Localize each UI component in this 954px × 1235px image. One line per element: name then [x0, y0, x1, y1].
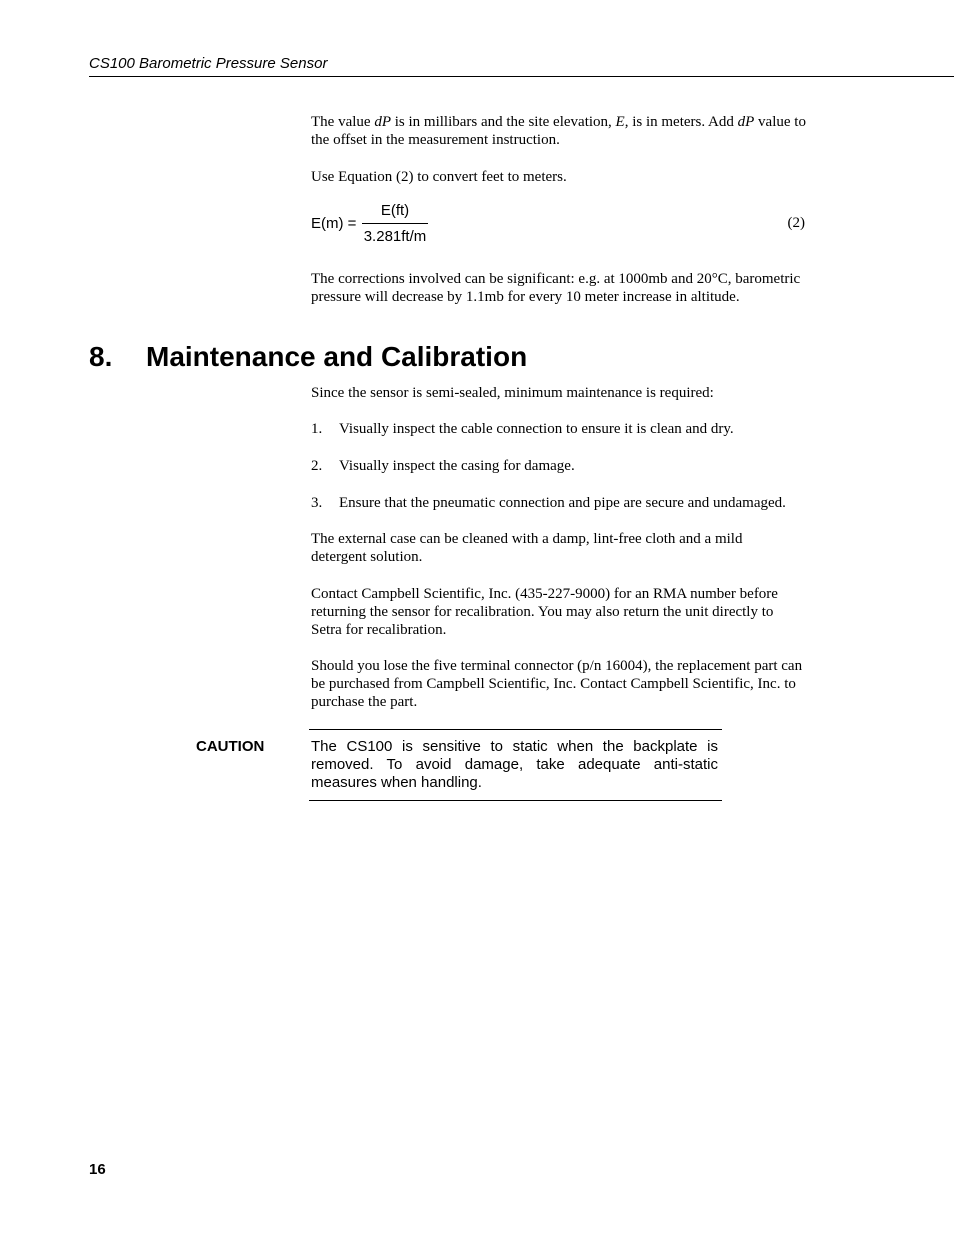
dp-term: dP — [374, 114, 391, 130]
list-item-text: Visually inspect the cable connection to ensure it is clean and dry. — [339, 421, 734, 437]
caution-label: CAUTION — [196, 738, 265, 755]
equation-fraction — [362, 201, 428, 246]
list-item-text: Visually inspect the casing for damage. — [339, 458, 575, 474]
equation-lhs: E(m) = — [311, 215, 357, 232]
section-number: 8. — [89, 341, 113, 372]
equation-2 — [311, 201, 805, 249]
paragraph-connector: Should you lose the five terminal connector (p/n 16004), the replacement part can be purchased from Campbell Scientific, Inc. Contact Campbell Scientific, Inc. to purchase the part. — [311, 658, 803, 710]
caution-box — [309, 729, 722, 801]
paragraph-contact: Contact Campbell Scientific, Inc. (435-227-9000) for an RMA number before returning the sensor for recalibration. You may also return the unit directly to Setra for recalibration. — [311, 586, 778, 638]
equation-number: (2) — [787, 215, 805, 231]
list-item-number: 2. — [311, 458, 323, 474]
list-item-number: 1. — [311, 421, 323, 437]
section-title: Maintenance and Calibration — [146, 341, 528, 372]
running-title: CS100 Barometric Pressure Sensor — [89, 55, 328, 72]
running-header — [89, 55, 954, 77]
paragraph-maintenance-intro: Since the sensor is semi-sealed, minimum maintenance is required: — [311, 385, 714, 401]
equation-numerator: E(ft) — [380, 202, 410, 219]
list-item-text: Ensure that the pneumatic connection and pipe are secure and undamaged. — [339, 495, 786, 511]
page-number: 16 — [89, 1161, 106, 1178]
list-item-number: 3. — [311, 495, 323, 511]
caution-text: The CS100 is sensitive to static when the backplate is removed. To avoid damage, take adequate anti-static measures when handling. — [311, 738, 718, 791]
fraction-bar — [362, 223, 428, 224]
paragraph-corrections: The corrections involved can be significant: e.g. at 1000mb and 20°C, barometric pressure will decrease by 1.1mb for every 10 meter increase in altitude. — [311, 271, 801, 305]
dp-term: dP — [737, 114, 755, 130]
paragraph-dp-value: The value dP is in millibars and the site elevation, E, is in meters. Add dP value to the offset in the measurement instruction. — [311, 114, 806, 148]
section-heading — [89, 340, 527, 374]
equation-denominator: 3.281ft/m — [363, 228, 427, 245]
paragraph-use-equation: Use Equation (2) to convert feet to meters. — [311, 169, 567, 185]
paragraph-cleaning: The external case can be cleaned with a damp, lint-free cloth and a mild detergent solution. — [311, 531, 743, 565]
e-term: E — [615, 114, 625, 130]
